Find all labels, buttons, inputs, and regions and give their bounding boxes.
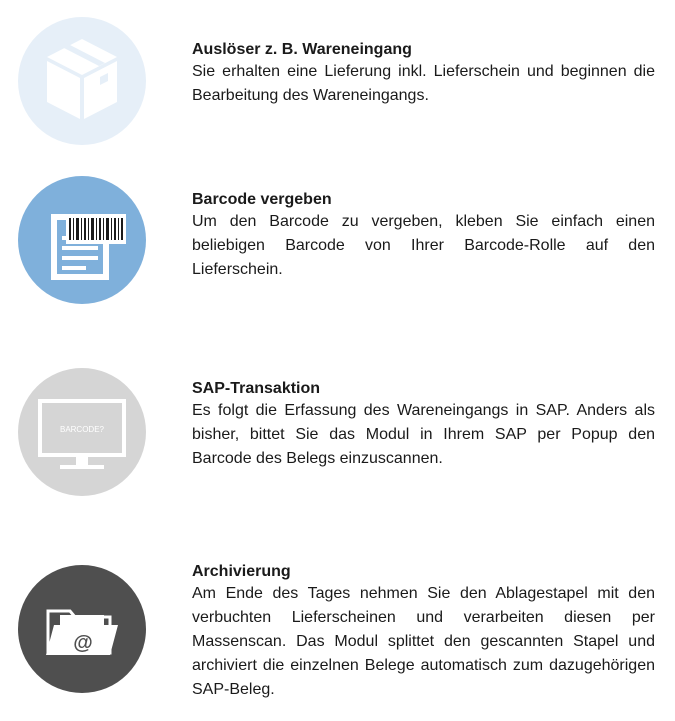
step-icon-circle (18, 565, 146, 693)
step-text (192, 190, 655, 282)
step-description: Um den Barcode zu vergeben, kleben Sie einfach einen beliebigen Barcode von Ihrer Barcode-Rolle auf den Lieferschein. (192, 213, 655, 278)
step-icon-circle (18, 176, 146, 304)
step-text (192, 379, 655, 471)
step-description: Es folgt die Erfassung des Wareneingangs in SAP. Anders als bisher, bittet Sie das Modul in Ihrem SAP per Popup den Barcode des Belegs einzuscannen. (192, 402, 655, 467)
step-title: Archivierung (192, 563, 291, 580)
barcode-document-icon (18, 176, 146, 304)
screen-prompt-text: BARCODE? (59, 425, 105, 434)
step-icon-circle (18, 368, 146, 496)
step-description: Sie erhalten eine Lieferung inkl. Lieferschein und beginnen die Bearbeitung des Wareneingangs. (192, 63, 655, 104)
svg-text:@: @ (73, 632, 93, 654)
step-icon-circle (18, 17, 146, 145)
package-box-icon (18, 17, 146, 145)
step-title: SAP-Transaktion (192, 380, 321, 397)
step-title: Barcode vergeben (192, 191, 332, 208)
step-text (192, 40, 655, 108)
step-text (192, 562, 655, 702)
folder-email-icon (18, 565, 146, 693)
step-description: Am Ende des Tages nehmen Sie den Ablagestapel mit den verbuchten Lieferscheinen und verarbeiten diesen per Massenscan. Das Modul splittet den gescannten Stapel und archiviert die einzelnen Belege automatisch zum dazugehörigen SAP-Beleg. (192, 585, 655, 698)
step-title: Auslöser z. B. Wareneingang (192, 41, 412, 58)
monitor-barcode-icon (18, 368, 146, 496)
